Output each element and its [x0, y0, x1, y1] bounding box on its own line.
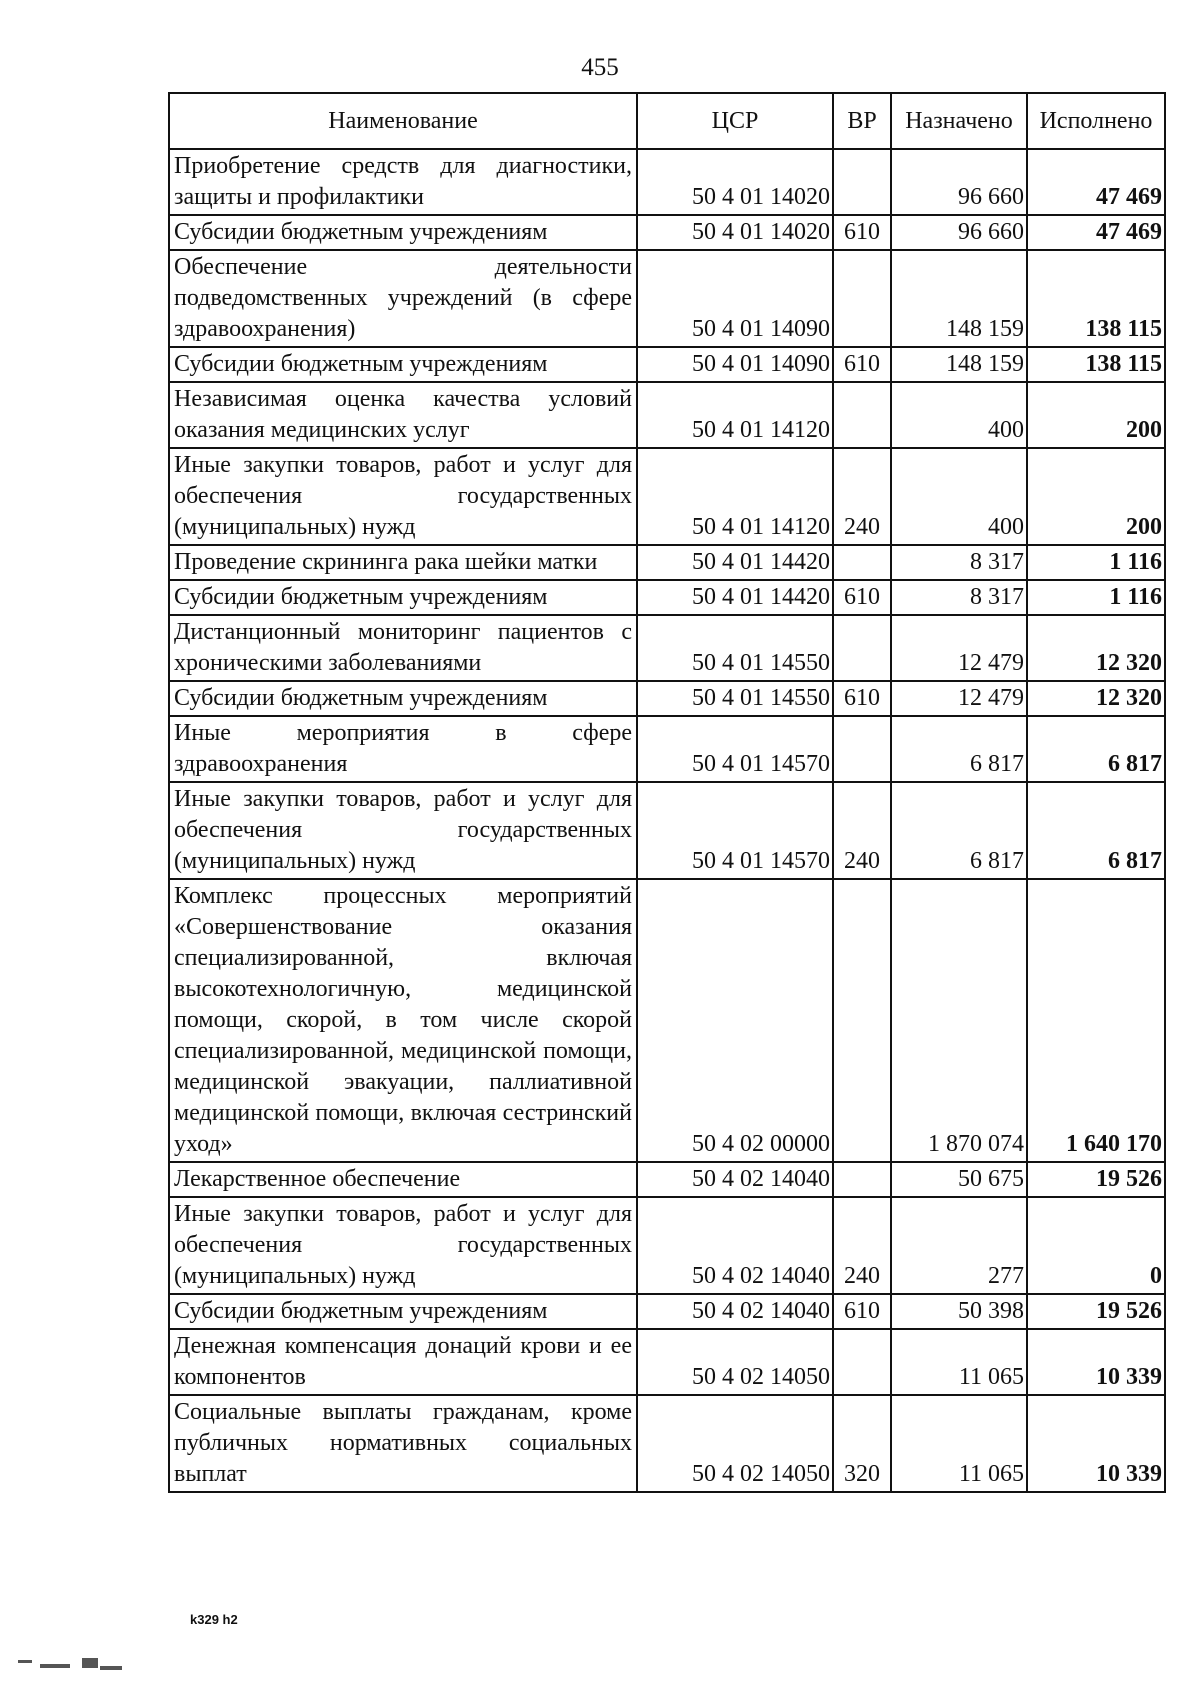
row-vr: [833, 879, 891, 1162]
table-row: [169, 615, 1165, 681]
row-assigned: 6 817: [891, 782, 1027, 879]
row-vr: 610: [833, 215, 891, 250]
row-vr: [833, 716, 891, 782]
row-csr: 50 4 02 14040: [637, 1197, 833, 1294]
table-row: [169, 1197, 1165, 1294]
row-assigned: 12 479: [891, 681, 1027, 716]
row-name: Денежная компенсация донаций крови и ее компонентов: [169, 1329, 637, 1395]
row-vr: [833, 1329, 891, 1395]
row-csr: 50 4 02 14040: [637, 1162, 833, 1197]
header-assigned: Назначено: [891, 93, 1027, 149]
row-executed: 19 526: [1027, 1294, 1165, 1329]
table-row: [169, 382, 1165, 448]
row-vr: 240: [833, 1197, 891, 1294]
table-row: [169, 1329, 1165, 1395]
row-assigned: 6 817: [891, 716, 1027, 782]
row-name: Лекарственное обеспечение: [169, 1162, 637, 1197]
row-assigned: 8 317: [891, 545, 1027, 580]
row-name: Социальные выплаты гражданам, кроме публичных нормативных социальных выплат: [169, 1395, 637, 1492]
row-assigned: 96 660: [891, 215, 1027, 250]
row-csr: 50 4 01 14120: [637, 382, 833, 448]
table-row: [169, 879, 1165, 1162]
row-executed: 0: [1027, 1197, 1165, 1294]
row-name: Проведение скрининга рака шейки матки: [169, 545, 637, 580]
table-row: [169, 580, 1165, 615]
row-csr: 50 4 01 14090: [637, 250, 833, 347]
row-csr: 50 4 02 00000: [637, 879, 833, 1162]
row-executed: 200: [1027, 448, 1165, 545]
row-vr: 320: [833, 1395, 891, 1492]
footer-code: k329 h2: [190, 1612, 238, 1627]
row-executed: 1 116: [1027, 545, 1165, 580]
row-csr: 50 4 01 14090: [637, 347, 833, 382]
row-vr: 610: [833, 1294, 891, 1329]
header-executed: Исполнено: [1027, 93, 1165, 149]
row-name: Независимая оценка качества условий оказания медицинских услуг: [169, 382, 637, 448]
table-row: [169, 448, 1165, 545]
row-executed: 138 115: [1027, 347, 1165, 382]
row-executed: 6 817: [1027, 782, 1165, 879]
row-csr: 50 4 01 14550: [637, 615, 833, 681]
row-vr: 610: [833, 681, 891, 716]
row-assigned: 277: [891, 1197, 1027, 1294]
row-vr: [833, 615, 891, 681]
row-vr: [833, 250, 891, 347]
row-assigned: 50 675: [891, 1162, 1027, 1197]
scan-artifact: [100, 1666, 122, 1670]
row-vr: [833, 1162, 891, 1197]
row-csr: 50 4 02 14050: [637, 1395, 833, 1492]
table-row: [169, 782, 1165, 879]
table-body: [169, 149, 1165, 1492]
row-assigned: 11 065: [891, 1395, 1027, 1492]
row-assigned: 400: [891, 382, 1027, 448]
header-name: Наименование: [169, 93, 637, 149]
row-name: Иные закупки товаров, работ и услуг для обеспечения государственных (муниципальных) нужд: [169, 448, 637, 545]
row-name: Субсидии бюджетным учреждениям: [169, 681, 637, 716]
row-executed: 10 339: [1027, 1395, 1165, 1492]
row-name: Субсидии бюджетным учреждениям: [169, 580, 637, 615]
table-row: [169, 250, 1165, 347]
row-csr: 50 4 01 14570: [637, 716, 833, 782]
row-executed: 6 817: [1027, 716, 1165, 782]
row-vr: 610: [833, 347, 891, 382]
row-name: Приобретение средств для диагностики, защиты и профилактики: [169, 149, 637, 215]
row-vr: [833, 382, 891, 448]
row-assigned: 148 159: [891, 347, 1027, 382]
row-assigned: 148 159: [891, 250, 1027, 347]
table-row: [169, 716, 1165, 782]
row-assigned: 12 479: [891, 615, 1027, 681]
row-assigned: 1 870 074: [891, 879, 1027, 1162]
table-row: [169, 149, 1165, 215]
row-executed: 12 320: [1027, 615, 1165, 681]
row-executed: 12 320: [1027, 681, 1165, 716]
row-vr: 240: [833, 448, 891, 545]
row-name: Иные мероприятия в сфере здравоохранения: [169, 716, 637, 782]
scan-artifact: [40, 1664, 70, 1668]
scan-artifact: [82, 1658, 98, 1668]
row-name: Субсидии бюджетным учреждениям: [169, 215, 637, 250]
row-csr: 50 4 02 14050: [637, 1329, 833, 1395]
row-csr: 50 4 01 14550: [637, 681, 833, 716]
row-name: Иные закупки товаров, работ и услуг для обеспечения государственных (муниципальных) нужд: [169, 782, 637, 879]
row-executed: 200: [1027, 382, 1165, 448]
row-csr: 50 4 01 14420: [637, 580, 833, 615]
table-row: [169, 681, 1165, 716]
table-header-row: [169, 93, 1165, 149]
row-executed: 138 115: [1027, 250, 1165, 347]
page-number: 455: [581, 54, 619, 81]
row-name: Иные закупки товаров, работ и услуг для обеспечения государственных (муниципальных) нужд: [169, 1197, 637, 1294]
row-vr: [833, 149, 891, 215]
table-row: [169, 1395, 1165, 1492]
row-executed: 19 526: [1027, 1162, 1165, 1197]
row-executed: 47 469: [1027, 215, 1165, 250]
row-executed: 10 339: [1027, 1329, 1165, 1395]
header-csr: ЦСР: [637, 93, 833, 149]
row-name: Комплекс процессных мероприятий «Совершенствование оказания специализированной, включая высокотехнологичную, медицинской помощи, скорой, в том числе скорой специализированной, медицинской помощи, медицинской эвакуации, паллиативной медицинской помощи, включая сестринский уход»: [169, 879, 637, 1162]
row-assigned: 8 317: [891, 580, 1027, 615]
row-name: Дистанционный мониторинг пациентов с хроническими заболеваниями: [169, 615, 637, 681]
table-row: [169, 545, 1165, 580]
scan-artifact: [18, 1660, 32, 1663]
row-assigned: 400: [891, 448, 1027, 545]
row-csr: 50 4 02 14040: [637, 1294, 833, 1329]
row-executed: 47 469: [1027, 149, 1165, 215]
row-csr: 50 4 01 14120: [637, 448, 833, 545]
row-vr: 240: [833, 782, 891, 879]
row-assigned: 50 398: [891, 1294, 1027, 1329]
row-name: Субсидии бюджетным учреждениям: [169, 347, 637, 382]
row-assigned: 11 065: [891, 1329, 1027, 1395]
table-row: [169, 1294, 1165, 1329]
header-vr: ВР: [833, 93, 891, 149]
row-name: Субсидии бюджетным учреждениям: [169, 1294, 637, 1329]
budget-table: [168, 92, 1166, 1493]
row-name: Обеспечение деятельности подведомственных учреждений (в сфере здравоохранения): [169, 250, 637, 347]
row-vr: 610: [833, 580, 891, 615]
table-row: [169, 1162, 1165, 1197]
row-csr: 50 4 01 14020: [637, 149, 833, 215]
row-executed: 1 116: [1027, 580, 1165, 615]
row-vr: [833, 545, 891, 580]
row-csr: 50 4 01 14570: [637, 782, 833, 879]
row-executed: 1 640 170: [1027, 879, 1165, 1162]
table-row: [169, 347, 1165, 382]
row-csr: 50 4 01 14020: [637, 215, 833, 250]
row-assigned: 96 660: [891, 149, 1027, 215]
row-csr: 50 4 01 14420: [637, 545, 833, 580]
table-row: [169, 215, 1165, 250]
